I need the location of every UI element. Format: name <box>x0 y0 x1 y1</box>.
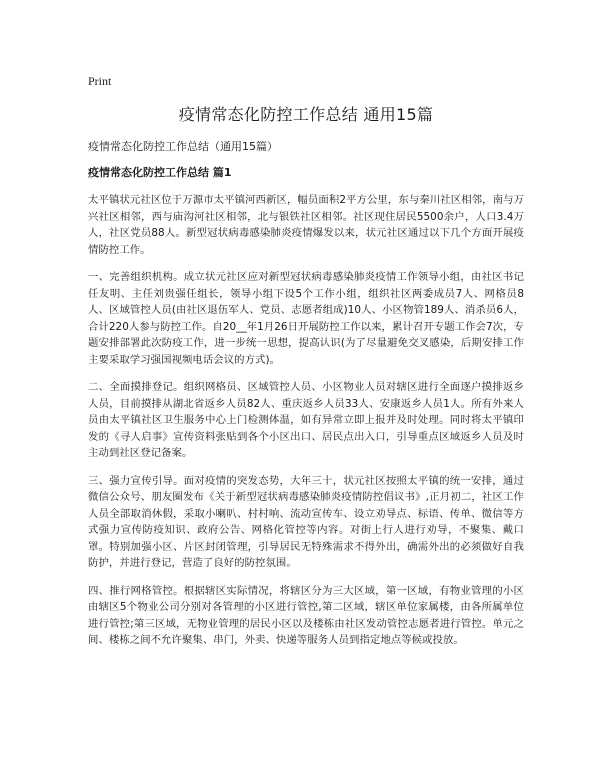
paragraph-organization: 一、完善组织机构。成立状元社区应对新型冠状病毒感染肺炎疫情工作领导小组，由社区书记任友明、主任刘贵强任组长，领导小组下设5个工作小组，组织社区两委成员7人、网格员8人、区域管控人员(由社区退伍军人、党员、志愿者组成)10人、小区物管189人、消杀员6人，合计220人参与防控工作。自20__年1月26日开展防控工作以来，累计召开专题工作会7次，专题安排部署此次防疫工作，进一步统一思想，提高认识(为了尽量避免交叉感染，后期安排工作主要采取学习强国视频电话会议的方式)。 <box>88 271 524 366</box>
paragraph-intro: 太平镇状元社区位于万源市太平镇河西新区，幅员面积2平方公里，东与秦川社区相邻，南与万兴社区相邻，西与庙沟河社区相邻，北与银铁社区相邻。社区现住居民5500余户，人口3.4万人，社区党员88人。新型冠状病毒感染肺炎疫情爆发以来，状元社区通过以下几个方面开展疫情防控工作。 <box>88 194 524 256</box>
page-title: 疫情常态化防控工作总结 通用15篇 <box>178 105 434 124</box>
print-link[interactable]: Print <box>88 74 112 88</box>
section-heading: 疫情常态化防控工作总结 篇1 <box>88 166 232 179</box>
document-subtitle: 疫情常态化防控工作总结（通用15篇） <box>88 140 278 153</box>
paragraph-publicity: 三、强力宣传引导。面对疫情的突发态势，大年三十，状元社区按照太平镇的统一安排，通过微信公众号、朋友圈发布《关于新型冠状病毒感染肺炎疫情防控倡议书》,正月初二，社区工作人员全部取消休假，采取小喇叭、村村响、流动宣传车、设立劝导点、标语、传单、微信等方式强力宣传防疫知识、政府公告、网格化管控等内容。对街上行人进行劝导，不聚集、戴口罩。特别加强小区、片区封闭管理，引导居民无特殊需求不得外出，确需外出的必须做好自我防护，并进行登记，营造了良好的防控氛围。 <box>88 474 524 569</box>
document-page <box>88 70 524 649</box>
paragraph-registration: 二、全面摸排登记。组织网格员、区域管控人员、小区物业人员对辖区进行全面逐户摸排返乡人员，目前摸排从湖北省返乡人员82人、重庆返乡人员33人、安康返乡人员1人。所有外来人员由太平镇社区卫生服务中心上门检测体温，如有异常立即上报并及时处理。同时将太平镇印发的《寻人启事》宣传资料张贴到各个小区出口、居民点出入口，引导重点区域返乡人员及时主动到社区登记备案。 <box>88 381 524 459</box>
paragraph-grid-control: 四、推行网格管控。根据辖区实际情况，将辖区分为三大区域，第一区域，有物业管理的小区由辖区5个物业公司分别对各管理的小区进行管控,第二区域，辖区单位家属楼，由各所属单位进行管控;第三区域，无物业管理的居民小区以及楼栋由社区发动管控志愿者进行管控。单元之间、楼栋之间不允许聚集、串门，外卖、快递等服务人员到指定地点等候或投放。 <box>88 584 524 646</box>
